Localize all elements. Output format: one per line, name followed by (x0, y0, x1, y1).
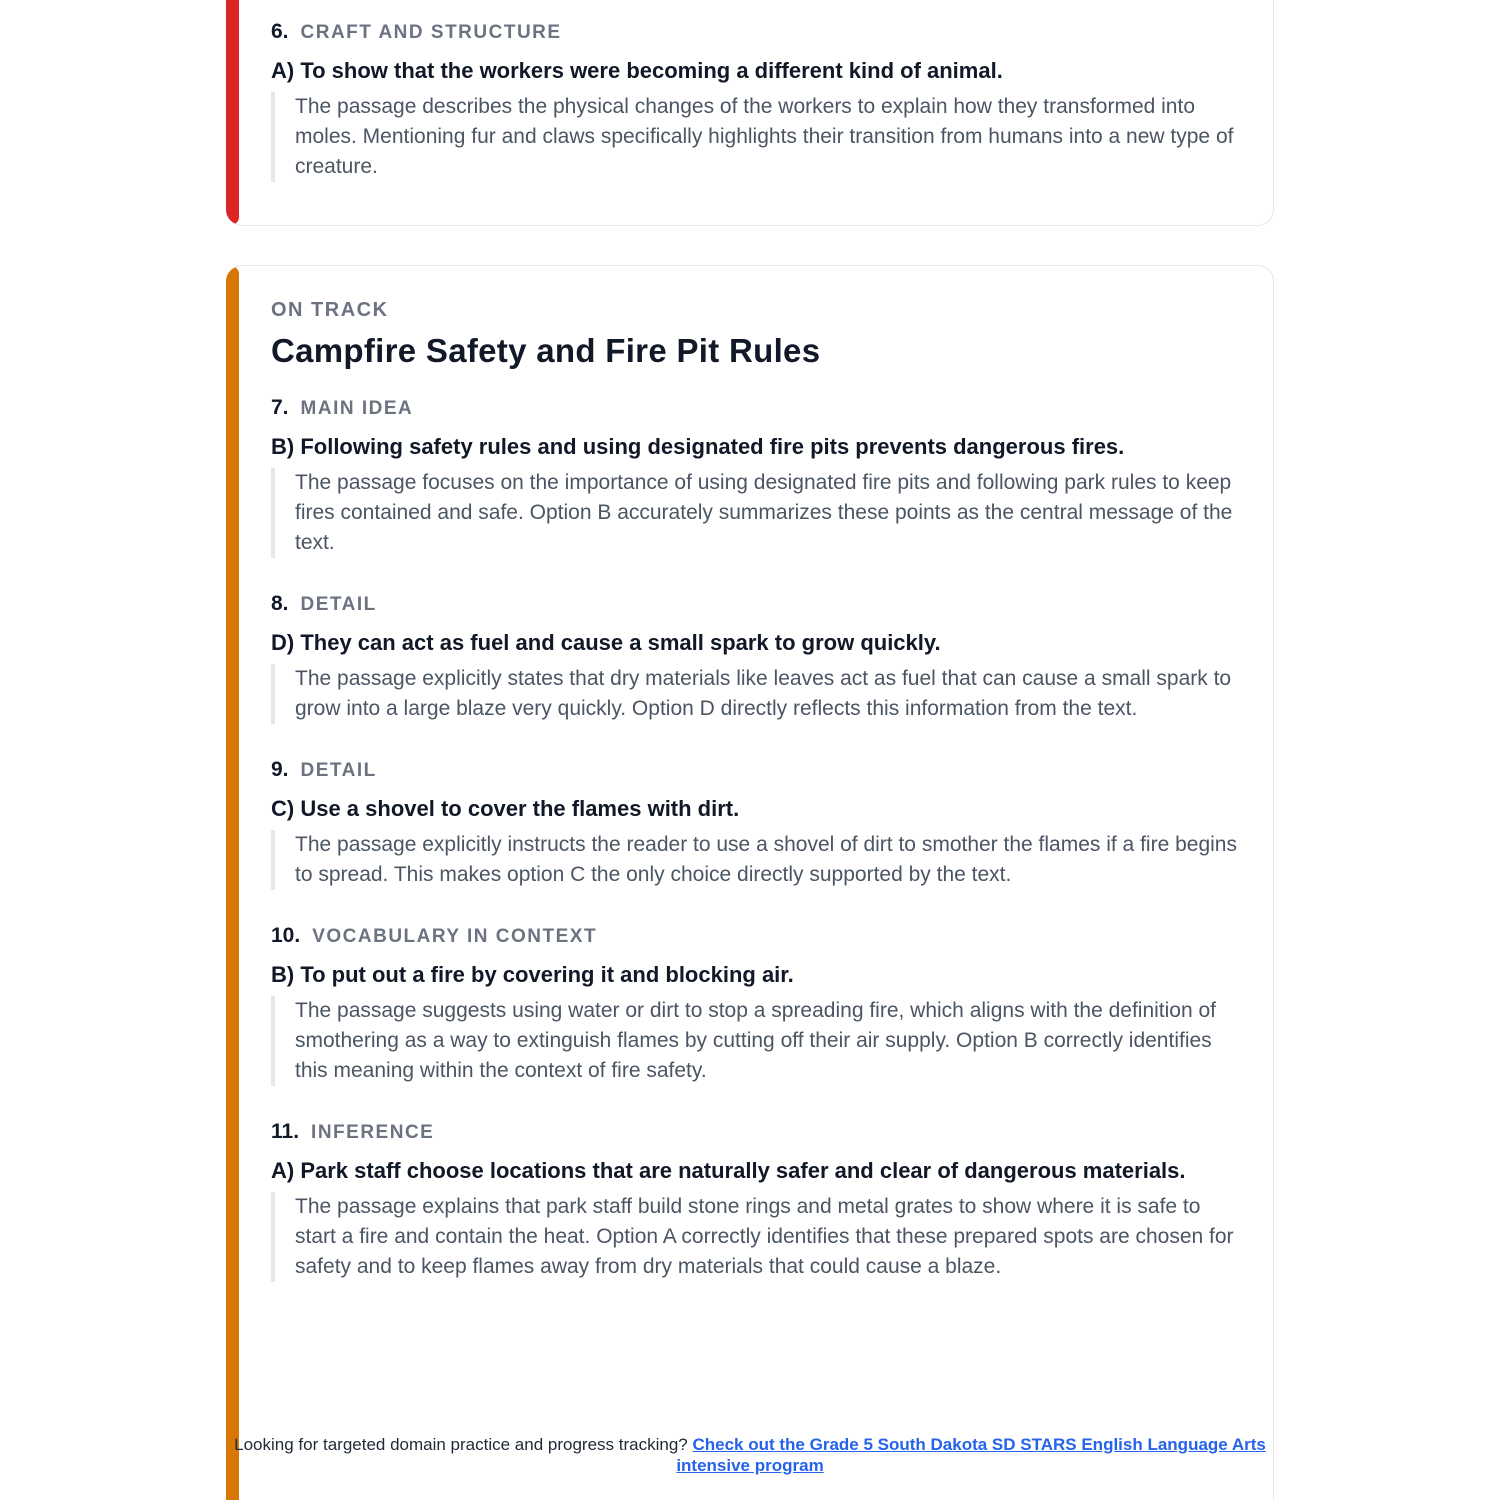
question-number: 10. (271, 924, 301, 947)
results-card-campfire (226, 265, 1274, 1500)
question-number: 6. (271, 20, 289, 43)
program-link[interactable]: Check out the Grade 5 South Dakota SD STARS English Language Arts intensive program (676, 1435, 1266, 1475)
correct-answer: B) To put out a fire by covering it and blocking air. (271, 962, 794, 987)
question-number: 11. (271, 1120, 300, 1143)
status-label: ON TRACK (271, 299, 389, 321)
question-number: 7. (271, 396, 289, 419)
status-accent-bar (226, 0, 239, 225)
question-result (271, 396, 1245, 558)
question-type: DETAIL (300, 760, 377, 781)
answer-explanation: The passage explicitly instructs the reader to use a shovel of dirt to smother the flames if a fire begins to spread. This makes option C the only choice directly supported by the text. (271, 830, 1245, 890)
status-accent-bar (226, 266, 239, 1500)
footer-prompt: Looking for targeted domain practice and progress tracking? (234, 1435, 688, 1454)
question-result (271, 592, 1245, 724)
question-type: CRAFT AND STRUCTURE (300, 22, 562, 43)
correct-answer: B) Following safety rules and using designated fire pits prevents dangerous fires. (271, 434, 1125, 459)
answer-explanation: The passage describes the physical changes of the workers to explain how they transformed into moles. Mentioning fur and claws specifically highlights their transition from humans into a new type of creature. (271, 92, 1245, 182)
footer-promo (200, 1434, 1300, 1476)
question-type: MAIN IDEA (300, 398, 414, 419)
question-number: 9. (271, 758, 289, 781)
passage-title: Campfire Safety and Fire Pit Rules (271, 332, 821, 369)
correct-answer: A) To show that the workers were becoming a different kind of animal. (271, 58, 1003, 83)
question-type: INFERENCE (311, 1122, 435, 1143)
question-number: 8. (271, 592, 289, 615)
results-card-previous (226, 0, 1274, 226)
question-result (271, 924, 1245, 1086)
question-result (271, 758, 1245, 890)
answer-explanation: The passage focuses on the importance of using designated fire pits and following park rules to keep fires contained and safe. Option B accurately summarizes these points as the central message of the text. (271, 468, 1245, 558)
answer-explanation: The passage suggests using water or dirt to stop a spreading fire, which aligns with the definition of smothering as a way to extinguish flames by cutting off their air supply. Option B correctly identifies this meaning within the context of fire safety. (271, 996, 1245, 1086)
answer-explanation: The passage explicitly states that dry materials like leaves act as fuel that can cause a small spark to grow into a large blaze very quickly. Option D directly reflects this information from the text. (271, 664, 1245, 724)
question-result (271, 20, 1245, 182)
question-type: DETAIL (300, 594, 377, 615)
correct-answer: A) Park staff choose locations that are naturally safer and clear of dangerous materials. (271, 1158, 1186, 1183)
correct-answer: D) They can act as fuel and cause a small spark to grow quickly. (271, 630, 941, 655)
question-type: VOCABULARY IN CONTEXT (312, 926, 598, 947)
correct-answer: C) Use a shovel to cover the flames with dirt. (271, 796, 740, 821)
question-result (271, 1120, 1245, 1282)
answer-explanation: The passage explains that park staff build stone rings and metal grates to show where it is safe to start a fire and contain the heat. Option A correctly identifies that these prepared spots are chosen for safety and to keep flames away from dry materials that could cause a blaze. (271, 1192, 1245, 1282)
